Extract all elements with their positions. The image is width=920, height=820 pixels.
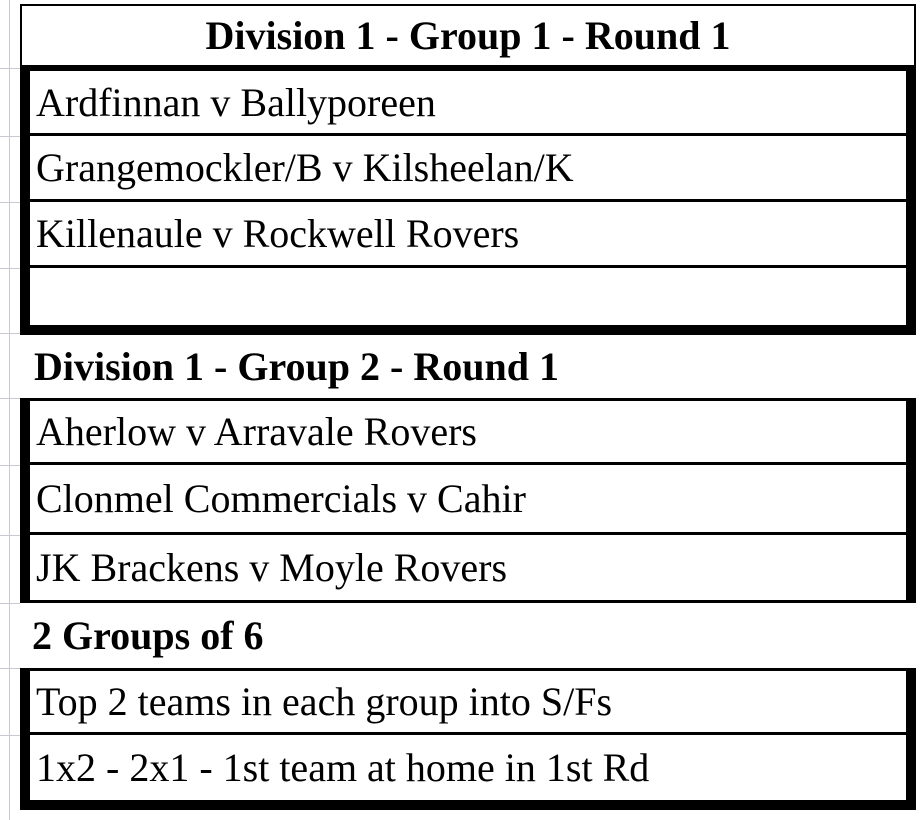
- fixture-cell[interactable]: [20, 398, 916, 465]
- format-note-cell[interactable]: [20, 668, 916, 735]
- fixture-cell[interactable]: [20, 465, 916, 535]
- grid-row-line: [0, 68, 20, 69]
- heading-text: 2 Groups of 6: [32, 613, 264, 658]
- grid-row-line: [0, 603, 20, 604]
- heading-text: Division 1 - Group 2 - Round 1: [34, 344, 559, 389]
- fixture-cell[interactable]: [20, 68, 916, 136]
- grid-row-line: [0, 136, 20, 137]
- grid-row-line: [0, 333, 20, 334]
- format-heading[interactable]: [20, 603, 916, 668]
- heading-text: Division 1 - Group 1 - Round 1: [205, 13, 731, 58]
- fixture-text: Aherlow v Arravale Rovers: [36, 409, 477, 454]
- fixture-text: JK Brackens v Moyle Rovers: [36, 545, 508, 590]
- fixture-cell[interactable]: [20, 136, 916, 202]
- fixture-text: Grangemockler/B v Kilsheelan/K: [36, 145, 574, 190]
- fixture-text: Killenaule v Rockwell Rovers: [36, 211, 520, 256]
- division1-group2-heading[interactable]: [20, 335, 916, 398]
- grid-row-line: [0, 535, 20, 536]
- grid-row-line: [0, 668, 20, 669]
- note-text: 1x2 - 2x1 - 1st team at home in 1st Rd: [36, 745, 650, 790]
- note-text: Top 2 teams in each group into S/Fs: [36, 679, 613, 724]
- empty-cell[interactable]: [20, 268, 916, 335]
- grid-row-line: [0, 735, 20, 736]
- grid-row-line: [0, 465, 20, 466]
- fixture-cell[interactable]: [20, 202, 916, 268]
- format-note-cell[interactable]: [20, 735, 916, 810]
- fixture-text: Clonmel Commercials v Cahir: [36, 476, 526, 521]
- division1-group1-heading[interactable]: [20, 4, 916, 68]
- fixture-cell[interactable]: [20, 535, 916, 603]
- fixture-text: Ardfinnan v Ballyporeen: [36, 79, 436, 125]
- grid-row-line: [0, 202, 20, 203]
- grid-row-line: [0, 398, 20, 399]
- grid-row-line: [0, 268, 20, 269]
- grid-column-line: [9, 0, 10, 820]
